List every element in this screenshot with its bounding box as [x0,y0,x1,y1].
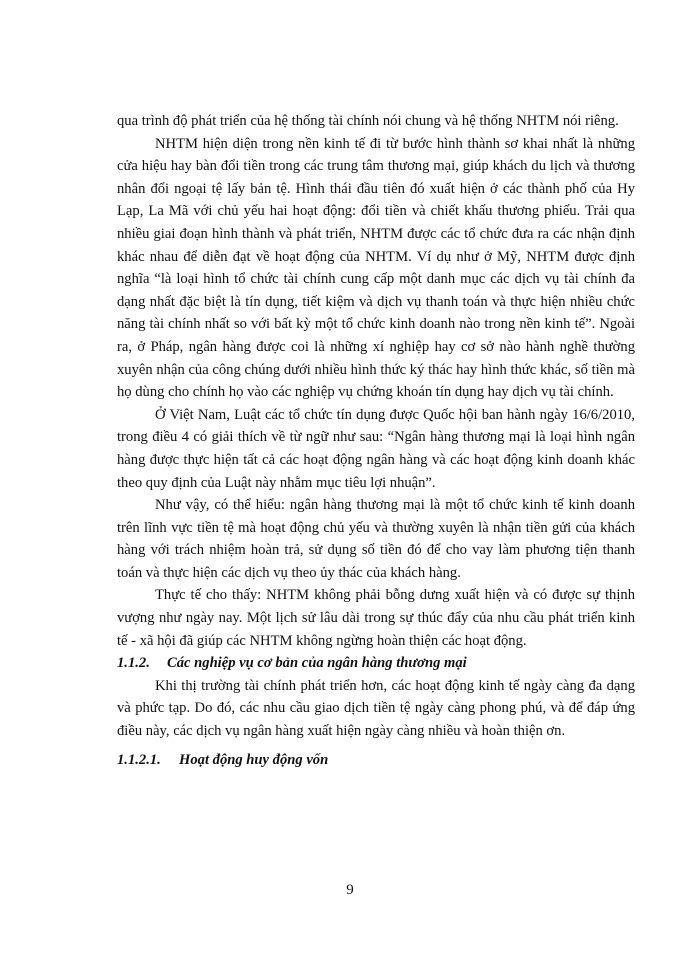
subsection-heading-1-1-2-1 [117,749,635,772]
document-page [117,110,635,771]
paragraph-services: Khi thị trường tài chính phát triển hơn, các hoạt động kinh tế ngày càng đa dạng và phức tạp. Do đó, các nhu cầu giao dịch tiền tệ ngày càng phong phú, và để đáp ứng điều này, các dịch vụ ngân hàng xuất hiện ngày càng nhiều và hoàn thiện ơn. [117,677,635,740]
subsection-number: 1.1.2.1. [117,751,161,768]
section-heading-1-1-2 [117,652,635,675]
page-number: 9 [346,882,354,898]
paragraph-nhtm-history: NHTM hiện diện trong nền kinh tế đi từ bước hình thành sơ khai nhất là những cửa hiệu hay bàn đổi tiền trong các trung tâm thương mại, giúp khách du lịch và thương nhân đổi ngoại tệ lấy bản tệ. Hình thái đầu tiên đó xuất hiện ở các thành phố của Hy Lạp, La Mã với chủ yếu hai hoạt động: đổi tiền và chiết khấu thương phiếu. Trải qua nhiều giai đoạn hình thành và phát triển, NHTM được các tổ chức đưa ra các nhận định khác nhau để diễn đạt về hoạt động của NHTM. Ví dụ như ở Mỹ, NHTM được định nghĩa “là loại hình tổ chức tài chính cung cấp một danh mục các dịch vụ tài chính đa dạng nhất đặc biệt là tín dụng, tiết kiệm và dịch vụ thanh toán và thực hiện nhiều chức năng tài chính nhất so với bất kỳ một tổ chức kinh doanh nào trong nền kinh tế”. Ngoài ra, ở Pháp, ngân hàng được coi là những xí nghiệp hay cơ sở nào hành nghề thường xuyên nhận của công chúng dưới nhiều hình thức ký thác hay hình thức khác, số tiền mà họ dùng cho chính họ vào các nghiệp vụ chứng khoán tín dụng hay dịch vụ tài chính. [117,135,635,401]
paragraph-development: Thực tế cho thấy: NHTM không phải bỗng dưng xuất hiện và có được sự thịnh vượng như ngày nay. Một lịch sử lâu dài trong sự thúc đẩy của nhu cầu phát triển kinh tế - xã hội đã giúp các NHTM không ngừng hoàn thiện các hoạt động. [117,587,635,649]
paragraph-definition: Như vậy, có thể hiểu: ngân hàng thương mại là một tổ chức kinh tế kinh doanh trên lĩnh vực tiền tệ mà hoạt động chủ yếu và thường xuyên là nhận tiền gửi của khách hàng với trách nhiệm hoàn trả, sử dụng số tiền đó để cho vay làm phương tiện thanh toán và thực hiện các dịch vụ theo ủy thác của khách hàng. [117,497,635,581]
section-title: Các nghiệp vụ cơ bản của ngân hàng thương mại [167,655,467,672]
subsection-title: Hoạt động huy động vốn [179,751,329,768]
paragraph-vietnam-law: Ở Việt Nam, Luật các tổ chức tín dụng được Quốc hội ban hành ngày 16/6/2010, trong điều 4 có giải thích về từ ngữ như sau: “Ngân hàng thương mại là loại hình ngân hàng được thực hiện tất cả các hoạt động ngân hàng và các hoạt động kinh doanh khác theo quy định của Luật này nhằm mục tiêu lợi nhuận”. [117,406,635,491]
paragraph-continuation: qua trình độ phát triển của hệ thống tài chính nói chung và hệ thống NHTM nói riêng. [117,113,619,129]
section-number: 1.1.2. [117,655,150,672]
